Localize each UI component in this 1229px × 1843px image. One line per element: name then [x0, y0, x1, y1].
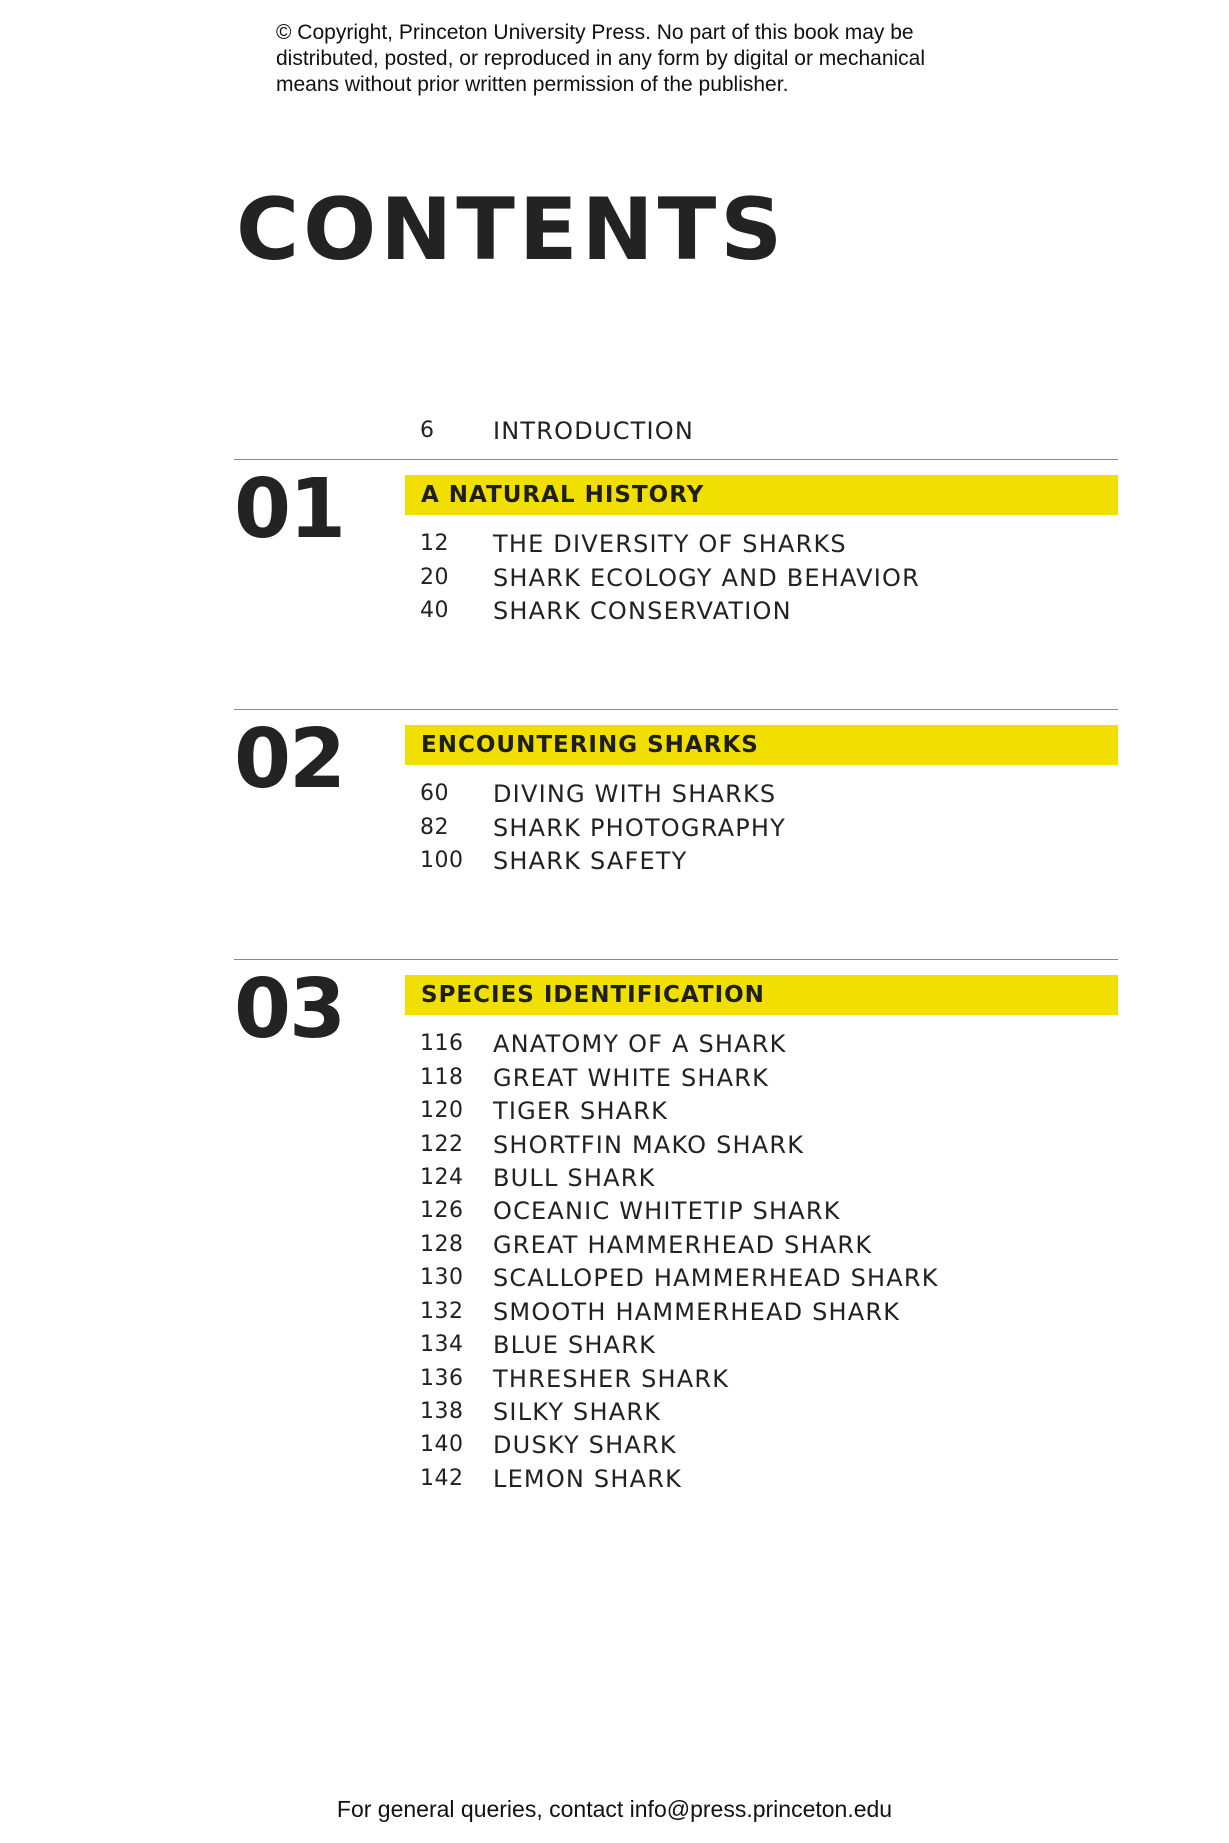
toc-page-number: 100	[420, 848, 464, 873]
footer-contact: For general queries, contact info@press.princeton.edu	[336, 1796, 893, 1822]
copyright-line-3: means without prior written permission of the publisher.	[276, 73, 789, 96]
toc-page-number: 122	[420, 1132, 464, 1157]
toc-page-number: 40	[420, 598, 449, 623]
toc-entry-title: ANATOMY OF A SHARK	[493, 1030, 787, 1058]
section-divider	[234, 959, 1118, 960]
toc-entry[interactable]	[0, 1027, 1229, 1061]
toc-entry[interactable]	[0, 844, 1229, 878]
toc-entry[interactable]	[0, 811, 1229, 845]
toc-page-number: 136	[420, 1366, 464, 1391]
toc-page-number: 6	[420, 418, 435, 443]
toc-entry[interactable]	[0, 561, 1229, 595]
toc-entry[interactable]	[0, 1194, 1229, 1228]
section-divider	[234, 459, 1118, 460]
toc-entry[interactable]	[0, 1261, 1229, 1295]
toc-entry-title: THRESHER SHARK	[493, 1365, 730, 1393]
toc-entry[interactable]	[0, 1328, 1229, 1362]
toc-entry-title: SHARK CONSERVATION	[493, 597, 792, 625]
toc-entry-title: GREAT WHITE SHARK	[493, 1064, 770, 1092]
toc-page-number: 128	[420, 1232, 464, 1257]
toc-entry[interactable]	[0, 1428, 1229, 1462]
toc-entry-title: DIVING WITH SHARKS	[493, 780, 777, 808]
toc-entry[interactable]	[0, 1295, 1229, 1329]
section-divider	[234, 709, 1118, 710]
toc-entry-title: DUSKY SHARK	[493, 1431, 677, 1459]
toc-entry[interactable]	[0, 1395, 1229, 1429]
toc-page-number: 142	[420, 1466, 464, 1491]
copyright-notice	[276, 20, 996, 98]
toc-page-number: 138	[420, 1399, 464, 1424]
toc-entry-title: SHARK ECOLOGY AND BEHAVIOR	[493, 564, 920, 592]
toc-entry[interactable]	[0, 1094, 1229, 1128]
toc-entry-title: TIGER SHARK	[493, 1097, 669, 1125]
toc-page-number: 126	[420, 1198, 464, 1223]
toc-page-number: 134	[420, 1332, 464, 1357]
toc-page-number: 130	[420, 1265, 464, 1290]
section-heading-band-02[interactable]	[405, 725, 1118, 765]
toc-page-number: 116	[420, 1031, 464, 1056]
toc-entry[interactable]	[0, 777, 1229, 811]
section-heading-band-03[interactable]	[405, 975, 1118, 1015]
toc-entry-title: SHARK SAFETY	[493, 847, 688, 875]
toc-entry[interactable]	[0, 1362, 1229, 1396]
toc-entry-title: SILKY SHARK	[493, 1398, 662, 1426]
toc-entry-introduction[interactable]	[0, 414, 1229, 448]
toc-entry-title: SHORTFIN MAKO SHARK	[493, 1131, 805, 1159]
page-title: CONTENTS	[236, 180, 787, 280]
section-heading-label: SPECIES IDENTIFICATION	[421, 982, 765, 1008]
toc-entry[interactable]	[0, 594, 1229, 628]
toc-page-number: 20	[420, 565, 449, 590]
toc-entry[interactable]	[0, 1061, 1229, 1095]
section-number-01: 01	[234, 462, 345, 557]
toc-entry-title: LEMON SHARK	[493, 1465, 683, 1493]
toc-page-number: 132	[420, 1299, 464, 1324]
toc-entry-title: THE DIVERSITY OF SHARKS	[493, 530, 847, 558]
toc-entry-title: SMOOTH HAMMERHEAD SHARK	[493, 1298, 901, 1326]
toc-entry-title: SCALLOPED HAMMERHEAD SHARK	[493, 1264, 939, 1292]
copyright-line-2: distributed, posted, or reproduced in any form by digital or mechanical	[276, 47, 926, 70]
section-number-02: 02	[234, 712, 345, 807]
toc-entry[interactable]	[0, 1462, 1229, 1496]
section-heading-label: A NATURAL HISTORY	[421, 482, 705, 508]
section-heading-band-01[interactable]	[405, 475, 1118, 515]
copyright-line-1: © Copyright, Princeton University Press. No part of this book may be	[276, 21, 914, 44]
toc-entry-title: OCEANIC WHITETIP SHARK	[493, 1197, 841, 1225]
toc-page-number: 120	[420, 1098, 464, 1123]
section-number-03: 03	[234, 962, 345, 1057]
toc-entry[interactable]	[0, 1228, 1229, 1262]
toc-entry-title: GREAT HAMMERHEAD SHARK	[493, 1231, 873, 1259]
toc-page-number: 118	[420, 1065, 464, 1090]
toc-entry[interactable]	[0, 527, 1229, 561]
toc-page-number: 60	[420, 781, 449, 806]
toc-entry-title: BULL SHARK	[493, 1164, 656, 1192]
toc-page-number: 124	[420, 1165, 464, 1190]
toc-entry[interactable]	[0, 1128, 1229, 1162]
toc-entry-title: BLUE SHARK	[493, 1331, 657, 1359]
toc-page-number: 140	[420, 1432, 464, 1457]
section-heading-label: ENCOUNTERING SHARKS	[421, 732, 759, 758]
toc-entry-title: SHARK PHOTOGRAPHY	[493, 814, 787, 842]
toc-entry[interactable]	[0, 1161, 1229, 1195]
toc-page-number: 82	[420, 815, 449, 840]
toc-page-number: 12	[420, 531, 449, 556]
toc-entry-title: INTRODUCTION	[493, 417, 695, 445]
